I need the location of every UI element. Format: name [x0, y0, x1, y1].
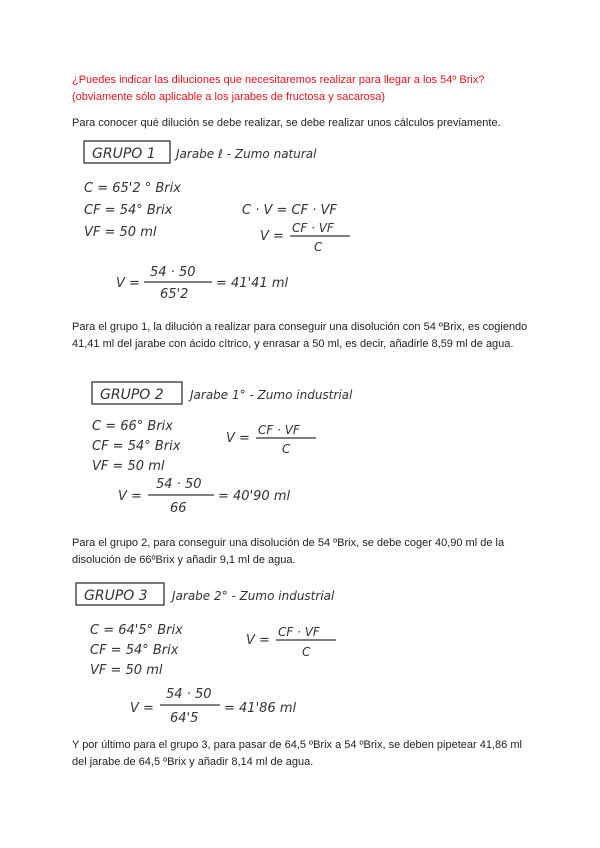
grupo1-calculation: [84, 141, 350, 302]
grupo1-vf: VF = 50 ml: [84, 225, 157, 240]
grupo3-conclusion: Y por último para el grupo 3, para pasar de 64,5 ºBrix a 54 ºBrix, se deben pipetear 41,86 ml del jarabe de 64,5 ºBrix y añadir 8,14 ml de agua.: [72, 739, 522, 768]
grupo3-label-box: [76, 583, 164, 605]
grupo1-formula-v: V =: [260, 229, 284, 244]
grupo2-c: C = 66° Brix: [92, 419, 173, 434]
grupo1-calc-den: 65'2: [160, 287, 189, 302]
grupo1-label: GRUPO 1: [92, 146, 156, 162]
intro-text: Para conocer qué dilución se debe realizar, se debe realizar unos cálculos previamente.: [72, 117, 501, 129]
grupo1-formula-left: C · V = CF · VF: [242, 203, 337, 218]
grupo3-vf: VF = 50 ml: [90, 663, 163, 678]
grupo2-vf: VF = 50 ml: [92, 459, 165, 474]
grupo3-calc-result: = 41'86 ml: [224, 701, 297, 716]
grupo2-cf: CF = 54° Brix: [92, 439, 181, 454]
grupo2-title: Jarabe 1° - Zumo industrial: [190, 388, 353, 402]
grupo3-formula-den: C: [302, 645, 311, 659]
grupo2-formula-v: V =: [226, 431, 250, 446]
grupo3-cf: CF = 54° Brix: [90, 643, 179, 658]
question-line-2: (obviamente sólo aplicable a los jarabes de fructosa y sacarosa): [72, 91, 386, 103]
grupo1-conclusion: Para el grupo 1, la dilución a realizar para conseguir una disolución con 54 ºBrix, es cogiendo 41,41 ml del jarabe con ácido cítrico, y enrasar a 50 ml, es decir, añadirle 8,59 ml de agua.: [72, 321, 528, 350]
grupo3-calc-num: 54 · 50: [166, 687, 212, 702]
grupo2-calc-den: 66: [170, 501, 187, 516]
grupo3-label: GRUPO 3: [84, 588, 148, 604]
grupo1-calc-result: = 41'41 ml: [216, 276, 289, 291]
grupo2-formula-num: CF · VF: [258, 423, 300, 437]
grupo3-calc-v: V =: [130, 701, 154, 716]
grupo2-calculation: [92, 382, 353, 516]
grupo3-title: Jarabe 2° - Zumo industrial: [172, 589, 335, 603]
grupo3-calc-den: 64'5: [170, 711, 199, 726]
grupo1-label-box: [84, 141, 170, 163]
grupo2-label: GRUPO 2: [100, 387, 164, 403]
grupo2-label-box: [92, 382, 182, 404]
grupo3-c: C = 64'5° Brix: [90, 623, 183, 638]
grupo1-calc-v: V =: [116, 276, 140, 291]
grupo3-formula-v: V =: [246, 633, 270, 648]
grupo1-formula-den: C: [314, 240, 323, 254]
grupo2-calc-v: V =: [118, 489, 142, 504]
grupo2-calc-num: 54 · 50: [156, 477, 202, 492]
grupo1-cf: CF = 54° Brix: [84, 203, 173, 218]
grupo3-calculation: [76, 583, 336, 726]
grupo1-formula-num: CF · VF: [292, 221, 334, 235]
grupo2-conclusion: Para el grupo 2, para conseguir una disolución de 54 ºBrix, se debe coger 40,90 ml de la disolución de 66ºBrix y añadir 9,1 ml de agua.: [72, 537, 505, 566]
grupo1-c: C = 65'2 ° Brix: [84, 181, 181, 196]
grupo3-formula-num: CF · VF: [278, 625, 320, 639]
grupo1-calc-num: 54 · 50: [150, 265, 196, 280]
question-block: [72, 72, 542, 106]
grupo2-formula-den: C: [282, 442, 291, 456]
grupo2-calc-result: = 40'90 ml: [218, 489, 291, 504]
question-line-1: ¿Puedes indicar las diluciones que necesitaremos realizar para llegar a los 54º Brix?: [72, 74, 485, 86]
grupo1-title: Jarabe ℓ - Zumo natural: [176, 147, 317, 161]
